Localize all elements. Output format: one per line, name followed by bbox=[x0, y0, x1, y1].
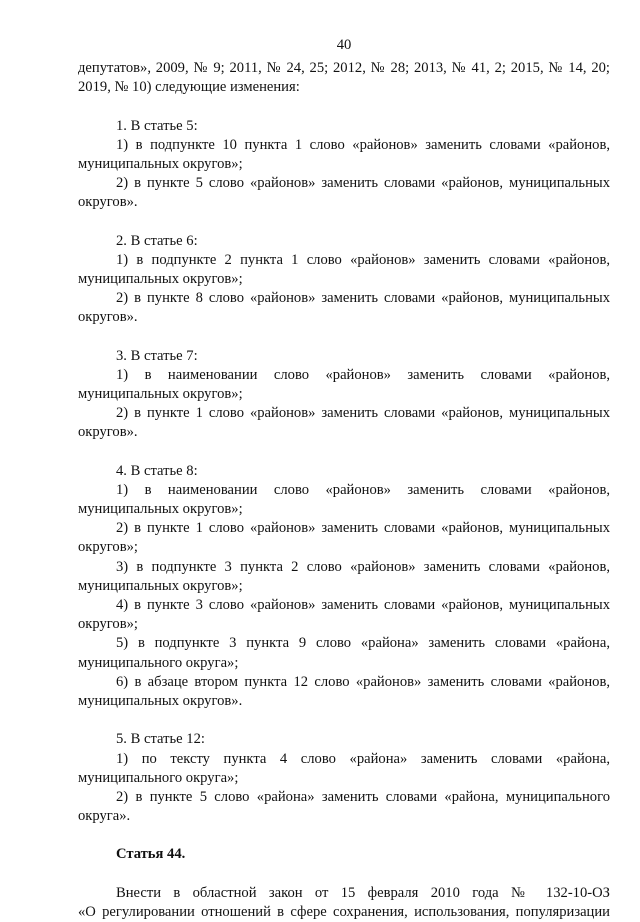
section-heading: 4. В статье 8: bbox=[116, 462, 198, 479]
section-item: 1) в наименовании слово «районов» заменить словами «районов, муниципальных округов»; bbox=[78, 481, 610, 518]
spacer bbox=[78, 711, 610, 730]
section-item: 6) в абзаце втором пункта 12 слово «районов» заменить словами «районов, муниципальных округов». bbox=[78, 673, 610, 710]
section-item: 2) в пункте 5 слово «районов» заменить словами «районов, муниципальных округов». bbox=[78, 175, 610, 211]
spacer bbox=[78, 443, 610, 462]
spacer bbox=[78, 98, 610, 117]
article-title: Статья 44. bbox=[116, 846, 186, 863]
article-text-line-2: «О регулировании отношений в сфере сохранения, использования, популяризации bbox=[78, 903, 610, 920]
section-item: 1) в наименовании слово «районов» заменить словами «районов, муниципальных округов»; bbox=[78, 366, 610, 403]
section-heading: 2. В статье 6: bbox=[116, 232, 198, 249]
section-item: 3) в подпункте 3 пункта 2 слово «районов» заменить словами «районов, муниципальных округов»; bbox=[78, 558, 610, 594]
section-heading: 5. В статье 12: bbox=[116, 731, 205, 748]
spacer bbox=[78, 213, 610, 232]
section-item: 1) в подпункте 2 пункта 1 слово «районов» заменить словами «районов, муниципальных округов»; bbox=[78, 251, 610, 288]
section-item: 2) в пункте 5 слово «района» заменить словами «района, муниципального округа». bbox=[78, 788, 610, 825]
spacer bbox=[78, 826, 610, 845]
intro-line-1: депутатов», 2009, № 9; 2011, № 24, 25; 2012, № 28; 2013, № 41, 2; 2015, № 14, 20; bbox=[78, 60, 610, 77]
spacer bbox=[78, 865, 610, 884]
section-item: 2) в пункте 1 слово «районов» заменить словами «районов, муниципальных округов». bbox=[78, 405, 610, 441]
section-heading: 3. В статье 7: bbox=[116, 347, 198, 364]
section-item: 1) в подпункте 10 пункта 1 слово «районов» заменить словами «районов, муниципальных округов»; bbox=[78, 136, 610, 173]
section-item: 5) в подпункте 3 пункта 9 слово «района» заменить словами «района, муниципального округа»; bbox=[78, 635, 610, 671]
document-page bbox=[78, 36, 610, 922]
page-number: 40 bbox=[336, 37, 352, 53]
section-item: 1) по тексту пункта 4 слово «района» заменить словами «района, муниципального округа»; bbox=[78, 750, 610, 786]
intro-line-2: 2019, № 10) следующие изменения: bbox=[78, 79, 300, 96]
section-item: 2) в пункте 8 слово «районов» заменить словами «районов, муниципальных округов». bbox=[78, 290, 610, 326]
section-item: 4) в пункте 3 слово «районов» заменить словами «районов, муниципальных округов»; bbox=[78, 597, 610, 633]
article-text-line-1: Внести в областной закон от 15 февраля 2010 года № 132-10-ОЗ bbox=[116, 884, 610, 901]
section-heading: 1. В статье 5: bbox=[116, 117, 198, 134]
section-item: 2) в пункте 1 слово «районов» заменить словами «районов, муниципальных округов»; bbox=[78, 520, 610, 556]
spacer bbox=[78, 328, 610, 347]
